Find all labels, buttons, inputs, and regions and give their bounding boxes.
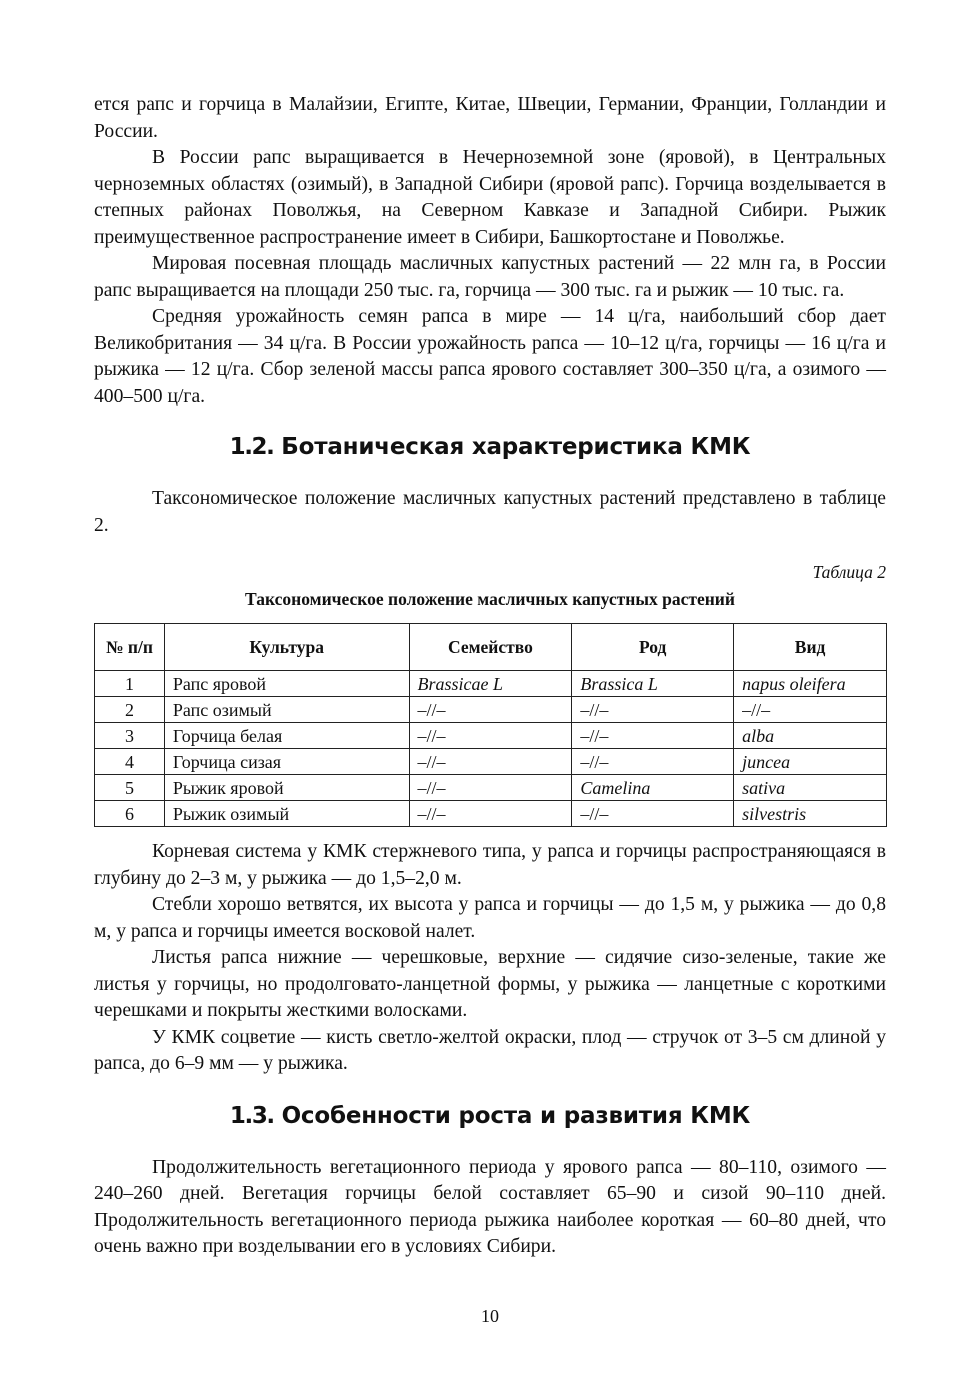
table-row xyxy=(95,723,887,749)
cell-family: –//– xyxy=(409,801,572,827)
cell-num: 6 xyxy=(95,801,165,827)
cell-family: –//– xyxy=(409,749,572,775)
cell-num: 4 xyxy=(95,749,165,775)
cell-species: juncea xyxy=(734,749,887,775)
cell-family: Brassicae L xyxy=(409,671,572,697)
table-label: Таблица 2 xyxy=(812,562,886,582)
table-row xyxy=(95,671,887,697)
section-heading-1-2 xyxy=(94,432,886,462)
paragraph-vegetation-period: Продолжительность вегетационного периода у ярового рапса — 80–110, озимого — 240–260 дней. Вегетация горчицы белой составляет 65–90 и сизой 90–110 дней. Продолжительность вегетационного периода рыжика наиболее короткая — 60–80 дней, что очень важно при возделывании его в условиях Сибири. xyxy=(94,1156,886,1257)
cell-crop: Рыжик озимый xyxy=(164,801,409,827)
cell-family: –//– xyxy=(409,723,572,749)
table-row xyxy=(95,697,887,723)
cell-genus: –//– xyxy=(572,723,734,749)
cell-family: –//– xyxy=(409,775,572,801)
cell-crop: Рапс озимый xyxy=(164,697,409,723)
section-number: 1.3. xyxy=(229,1102,274,1129)
header-genus: Род xyxy=(572,624,734,671)
cell-num: 3 xyxy=(95,723,165,749)
section-title: Особенности роста и развития КМК xyxy=(281,1102,751,1129)
cell-crop: Горчица сизая xyxy=(164,749,409,775)
cell-species: sativa xyxy=(734,775,887,801)
cell-genus: –//– xyxy=(572,749,734,775)
paragraph-leaves: Листья рапса нижние — черешковые, верхние — сидячие сизо-зеленые, такие же листья у горчицы, но продолговато-ланцетной формы, у рыжика — ланцетные с короткими черешками и покрыты жесткими волосками. xyxy=(94,947,886,1021)
header-num: № п/п xyxy=(95,624,165,671)
table-header-row xyxy=(95,624,887,671)
cell-num: 1 xyxy=(95,671,165,697)
cell-family: –//– xyxy=(409,697,572,723)
table-row xyxy=(95,801,887,827)
paragraph-continuation: ется рапс и горчица в Малайзии, Египте, Китае, Швеции, Германии, Франции, Голландии и России. xyxy=(94,94,886,142)
paragraph-roots: Корневая система у КМК стержневого типа, у рапса и горчицы распространяющаяся в глубину до 2–3 м, у рыжика — до 1,5–2,0 м. xyxy=(94,841,886,889)
paragraph-yield: Средняя урожайность семян рапса в мире — 14 ц/га, наибольший сбор дает Великобритания — 34 ц/га. В России урожайность рапса — 10–12 ц/га, горчицы — 16 ц/га и рыжика — 12 ц/га. Сбор зеленой массы рапса ярового составляет 300–350 ц/га, а озимого — 400–500 ц/га. xyxy=(94,306,886,407)
cell-species: –//– xyxy=(734,697,887,723)
cell-species: alba xyxy=(734,723,887,749)
page-number: 10 xyxy=(481,1306,499,1326)
cell-genus: Brassica L xyxy=(572,671,734,697)
cell-genus: –//– xyxy=(572,697,734,723)
table-row xyxy=(95,775,887,801)
table-row xyxy=(95,749,887,775)
section-heading-1-3 xyxy=(94,1101,886,1131)
cell-species: silvestris xyxy=(734,801,887,827)
cell-crop: Рыжик яровой xyxy=(164,775,409,801)
header-species: Вид xyxy=(734,624,887,671)
header-family: Семейство xyxy=(409,624,572,671)
section-number: 1.2. xyxy=(229,434,274,460)
paragraph-world-area: Мировая посевная площадь масличных капустных растений — 22 млн га, в России рапс выращивается на площади 250 тыс. га, горчица — 300 тыс. га и рыжик — 10 тыс. га. xyxy=(94,253,886,301)
cell-crop: Горчица белая xyxy=(164,723,409,749)
cell-genus: –//– xyxy=(572,801,734,827)
cell-num: 5 xyxy=(95,775,165,801)
paragraph-inflorescence: У КМК соцветие — кисть светло-желтой окраски, плод — стручок от 3–5 см длиной у рапса, до 6–9 мм — у рыжика. xyxy=(94,1026,886,1074)
table-title: Таксономическое положение масличных капустных растений xyxy=(245,589,735,609)
cell-num: 2 xyxy=(95,697,165,723)
section-title: Ботаническая характеристика КМК xyxy=(281,434,751,460)
taxonomy-table xyxy=(94,623,887,827)
cell-crop: Рапс яровой xyxy=(164,671,409,697)
header-crop: Культура xyxy=(164,624,409,671)
paragraph-russia-regions: В России рапс выращивается в Нечерноземной зоне (яровой), в Центральных черноземных областях (озимый), в Западной Сибири (яровой рапс). Горчица возделывается в степных районах Поволжья, на Северном Кавказе и Западной Сибири. Рыжик преимущественное распространение имеет в Сибири, Башкортостане и Поволжье. xyxy=(94,147,886,248)
cell-genus: Camelina xyxy=(572,775,734,801)
paragraph-stems: Стебли хорошо ветвятся, их высота у рапса и горчицы — до 1,5 м, у рыжика — до 0,8 м, у рапса и горчицы имеется восковой налет. xyxy=(94,894,886,942)
cell-species: napus oleifera xyxy=(734,671,887,697)
paragraph-taxonomy-intro: Таксономическое положение масличных капустных растений представлено в таблице 2. xyxy=(94,488,886,536)
